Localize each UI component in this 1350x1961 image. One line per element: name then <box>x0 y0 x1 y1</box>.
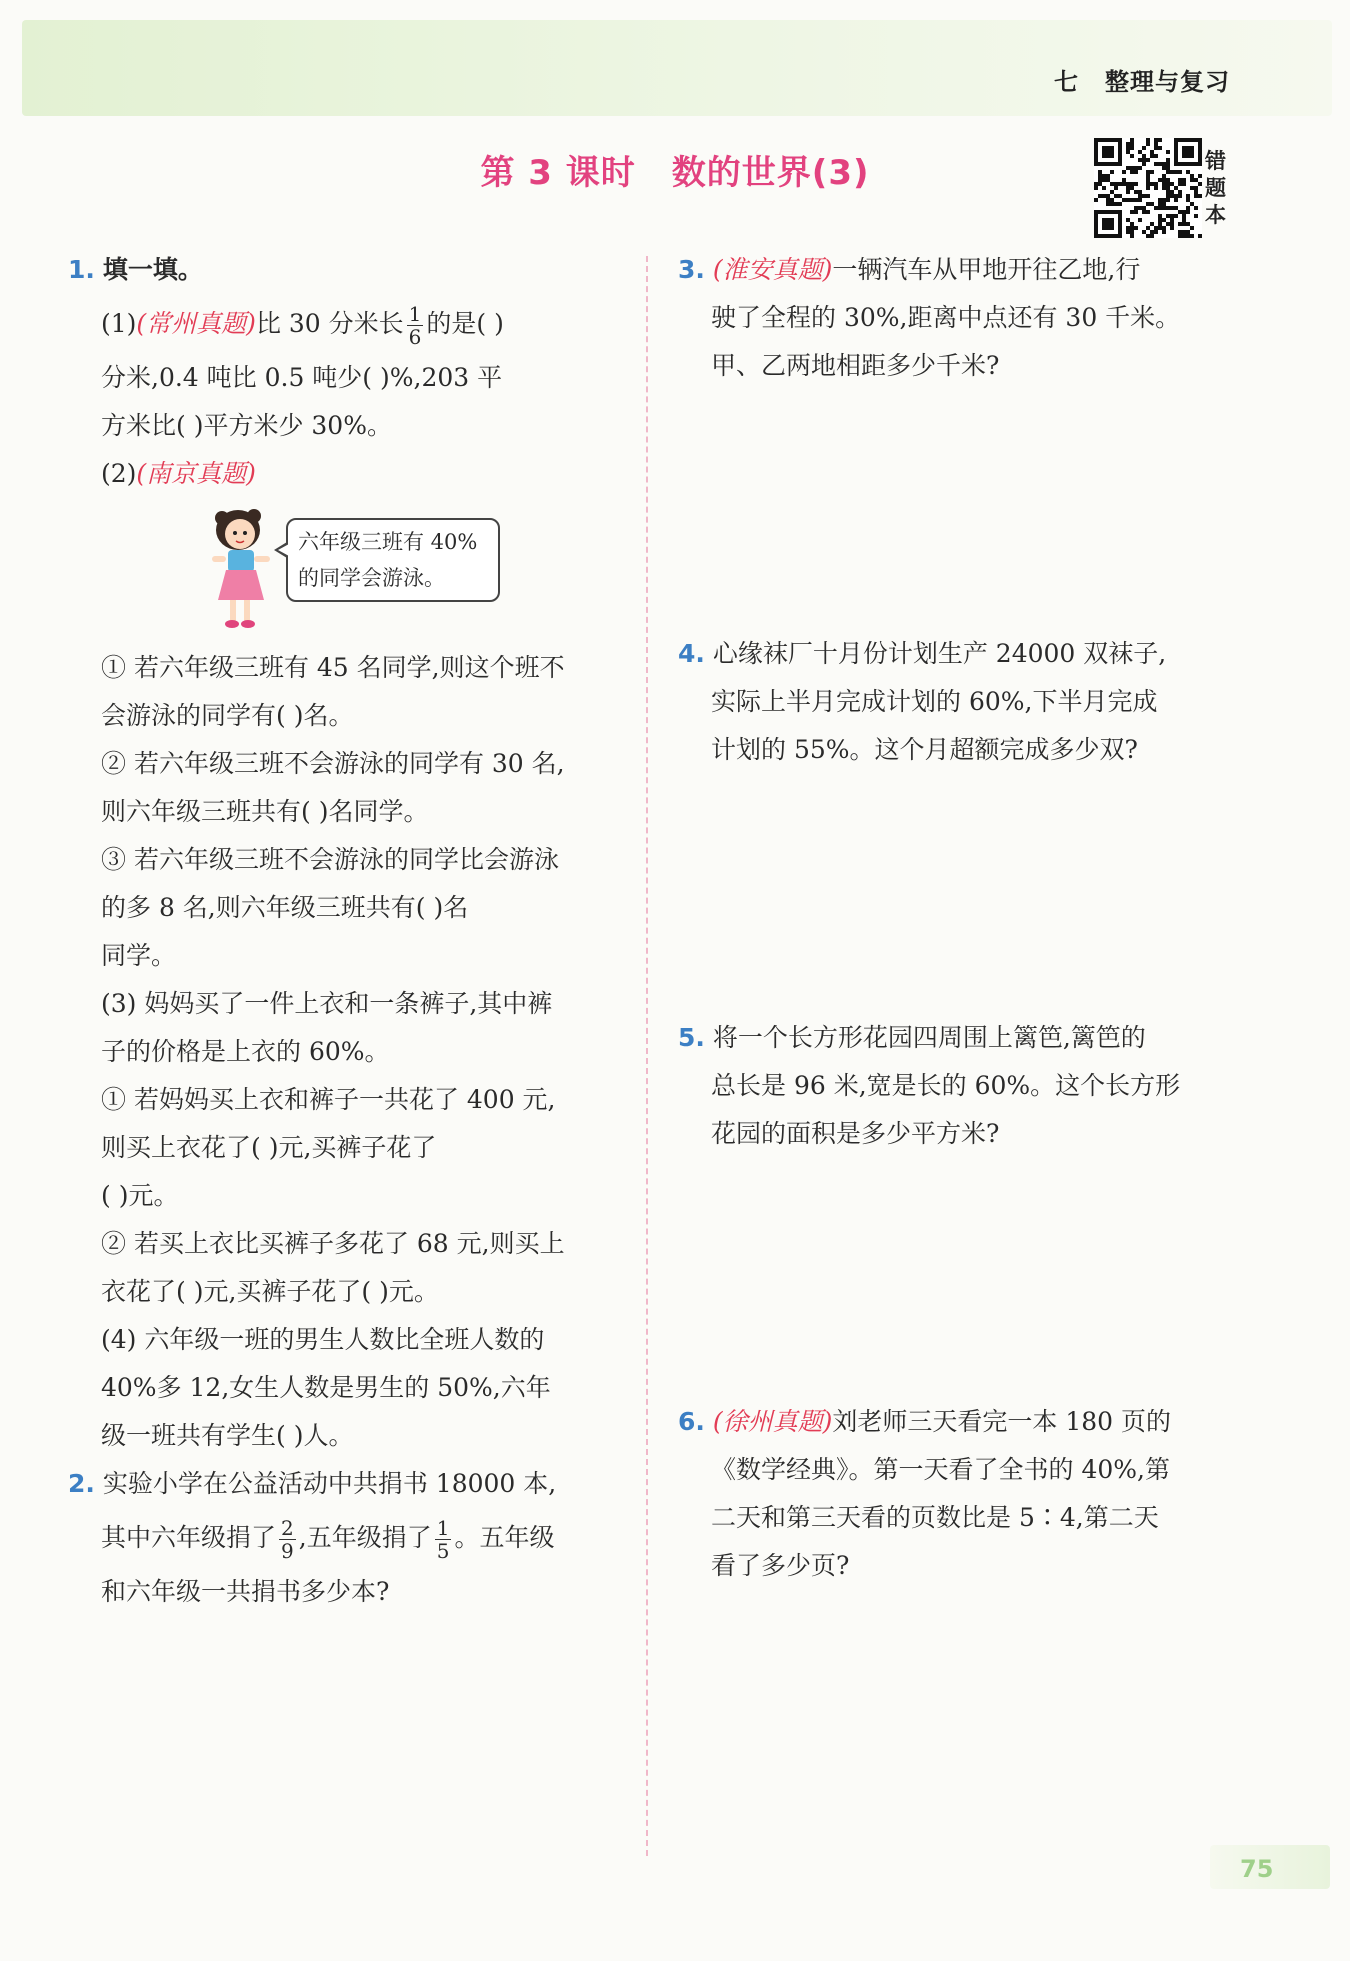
text-line: 会游泳的同学有( )名。 <box>101 701 354 730</box>
text-line: 级一班共有学生( )人。 <box>101 1421 354 1450</box>
question-2: 2. 实验小学在公益活动中共捐书 18000 本, 其中六年级捐了 $\frac{2}{9}$ ,五年级捐了 $\frac{1}{5}$ 。五年级 和六年级一共捐书多少本? <box>68 1460 618 1616</box>
chapter-number: 七 <box>1054 68 1079 96</box>
fraction: $\frac{1}{6}$ <box>408 302 422 349</box>
question-number: 1. <box>68 255 95 284</box>
left-column <box>68 246 618 1616</box>
question-number: 6. <box>678 1407 705 1436</box>
speech-figure <box>68 498 618 644</box>
speech-bubble: 六年级三班有 40% 的同学会游泳。 <box>286 518 500 602</box>
fraction: $\frac{2}{9}$ <box>281 1516 294 1563</box>
text-line: 分米,0.4 吨比 0.5 吨少( )%,203 平 <box>101 363 503 392</box>
text-line: 二天和第三天看的页数比是 5∶4,第二天 <box>711 1503 1159 1532</box>
question-6: 6. (徐州真题)刘老师三天看完一本 180 页的 《数学经典》。第一天看了全书的 40%,第 二天和第三天看的页数比是 5∶4,第二天 看了多少页? <box>678 1398 1238 1590</box>
text-line: 花园的面积是多少平方米? <box>711 1119 1000 1148</box>
text-line: 总长是 96 米,宽是长的 60%。这个长方形 <box>711 1071 1181 1100</box>
text-line: 衣花了( )元,买裤子花了( )元。 <box>101 1277 439 1306</box>
text-line: ① 若妈妈买上衣和裤子一共花了 400 元, <box>101 1085 556 1114</box>
question-3: 3. (淮安真题)一辆汽车从甲地开往乙地,行 驶了全程的 30%,距离中点还有 30 千米。 甲、乙两地相距多少千米? <box>678 246 1238 390</box>
text-line: 同学。 <box>101 941 177 970</box>
lesson-title: 第 3 课时 数的世界(3) <box>480 153 870 193</box>
text-line: 和六年级一共捐书多少本? <box>101 1577 390 1606</box>
text-line: ② 若六年级三班不会游泳的同学有 30 名, <box>101 749 565 778</box>
source-tag: (淮安真题) <box>712 255 833 284</box>
text-line: 则六年级三班共有( )名同学。 <box>101 797 429 826</box>
question-1: 1. 填一填。 (1)(常州真题)比 30 分米长 $\frac{1}{6}$ 的是( ) 分米,0.4 吨比 0.5 吨少( )%,203 平 方米比( )平方米少 30%。 (2)(南京真题) 六年级三班有 40% 的同学会游泳。 ① 若六年级三班有 45 名同学,则这个班不 会游泳的同学有( )名。 ② 若六年级三班不会游泳的同学有 30 名, 则六年级三班共有( )名同学。 ③ 若六年级三班不会游泳的同学比会游泳 的多 8 名,则六年级三班共有( )名 同学。 (3) 妈妈买了一件上衣和一条裤子,其中裤 子的价格是上衣的 60%。 ① 若妈妈买上衣和裤子一共花了 400 元, 则买上衣花了( )元,买裤子花了 ( )元。 ② 若买上衣比买裤子多花了 68 元,则买上 衣花了( )元,买裤子花了( )元。 (4) 六年级一班的男生人数比全班人数的 40%多 12,女生人数是男生的 50%,六年 级一班共有学生( )人。 <box>68 246 618 1460</box>
text-line: 则买上衣花了( )元,买裤子花了 <box>101 1133 437 1162</box>
lesson-name: 数的世界(3) <box>671 153 870 193</box>
text-line: 计划的 55%。这个月超额完成多少双? <box>711 735 1138 764</box>
text-line: 的多 8 名,则六年级三班共有( )名 <box>101 893 469 922</box>
text-line: (4) 六年级一班的男生人数比全班人数的 <box>101 1325 545 1354</box>
text-line: ① 若六年级三班有 45 名同学,则这个班不 <box>101 653 565 682</box>
question-number: 3. <box>678 255 705 284</box>
text-line: 驶了全程的 30%,距离中点还有 30 千米。 <box>711 303 1181 332</box>
question-5: 5. 将一个长方形花园四周围上篱笆,篱笆的 总长是 96 米,宽是长的 60%。这个长方形 花园的面积是多少平方米? <box>678 1014 1238 1158</box>
chapter-title: 整理与复习 <box>1105 68 1230 96</box>
text-line: 看了多少页? <box>711 1551 850 1580</box>
page-number: 75 <box>1240 1855 1274 1883</box>
question-title: 填一填。 <box>102 255 203 284</box>
girl-illustration <box>208 504 278 632</box>
text-line: ( )元。 <box>101 1181 179 1210</box>
text-line: 《数学经典》。第一天看了全书的 40%,第 <box>711 1455 1170 1484</box>
text-line: 甲、乙两地相距多少千米? <box>711 351 1000 380</box>
right-column <box>678 246 1238 1590</box>
chapter-heading <box>1054 62 1230 97</box>
text-line: ③ 若六年级三班不会游泳的同学比会游泳 <box>101 845 559 874</box>
question-number: 4. <box>678 639 705 668</box>
text-line: 实际上半月完成计划的 60%,下半月完成 <box>711 687 1158 716</box>
fraction: $\frac{1}{5}$ <box>436 1516 450 1563</box>
question-number: 5. <box>678 1023 705 1052</box>
source-tag: (常州真题) <box>136 309 256 338</box>
question-number: 2. <box>68 1469 95 1498</box>
source-tag: (徐州真题) <box>712 1407 833 1436</box>
question-4: 4. 心缘袜厂十月份计划生产 24000 双袜子, 实际上半月完成计划的 60%,下半月完成 计划的 55%。这个月超额完成多少双? <box>678 630 1238 774</box>
text-line: 方米比( )平方米少 30%。 <box>101 411 392 440</box>
text-line: 子的价格是上衣的 60%。 <box>101 1037 390 1066</box>
qr-code-icon[interactable] <box>1094 138 1202 238</box>
text-line: 40%多 12,女生人数是男生的 50%,六年 <box>101 1373 551 1402</box>
text-line: (3) 妈妈买了一件上衣和一条裤子,其中裤 <box>101 989 553 1018</box>
qr-label: 错题本 <box>1205 149 1226 227</box>
source-tag: (南京真题) <box>136 459 256 488</box>
text-line: ② 若买上衣比买裤子多花了 68 元,则买上 <box>101 1229 565 1258</box>
column-divider <box>646 256 648 1856</box>
